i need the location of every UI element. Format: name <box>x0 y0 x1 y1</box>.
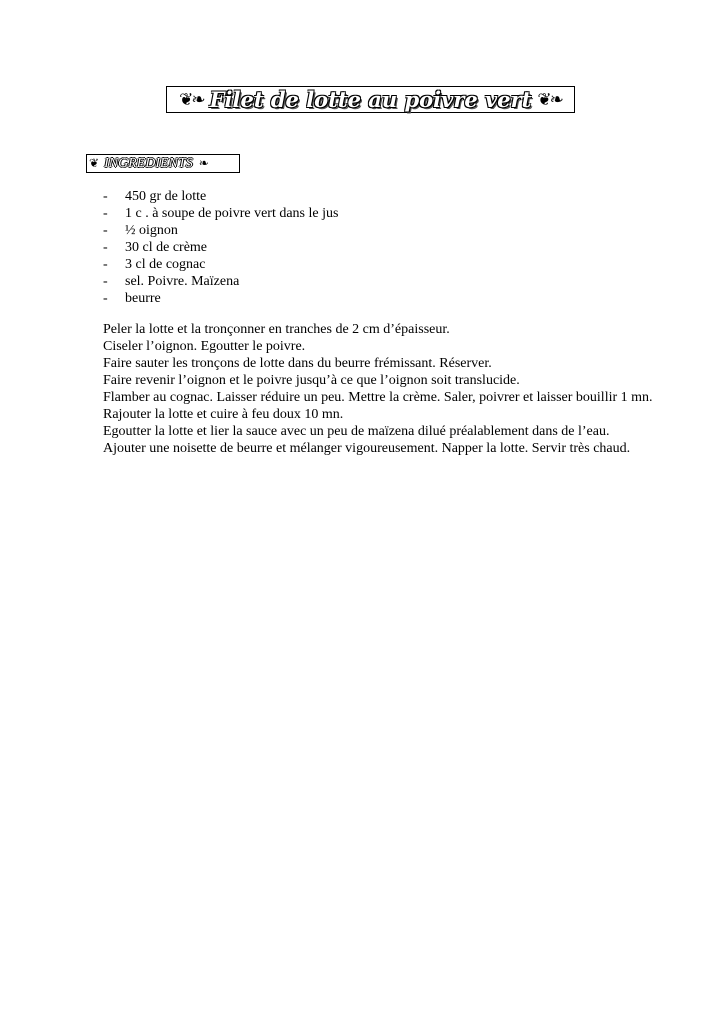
list-item <box>103 222 338 239</box>
list-dash: - <box>103 274 108 289</box>
step-line: Faire sauter les tronçons de lotte dans du beurre frémissant. Réserver. <box>103 356 492 371</box>
ingredient-text: ½ oignon <box>125 223 178 238</box>
floral-heart-left-icon: ❦ <box>89 156 99 170</box>
ingredients-heading-box <box>86 154 240 173</box>
list-dash: - <box>103 189 108 204</box>
list-dash: - <box>103 223 108 238</box>
list-item <box>103 256 338 273</box>
ingredient-text: 1 c . à soupe de poivre vert dans le jus <box>125 206 339 221</box>
list-item <box>103 290 338 307</box>
list-item <box>103 205 338 222</box>
step-line: Ciseler l’oignon. Egoutter le poivre. <box>103 339 306 354</box>
list-dash: - <box>103 291 108 306</box>
step-line: Flamber au cognac. Laisser réduire un peu. Mettre la crème. Saler, poivrer et laisser bouillir 1 mn. <box>103 390 653 405</box>
step-line: Egoutter la lotte et lier la sauce avec un peu de maïzena dilué préalablement dans de l’eau. <box>103 424 610 439</box>
step-line: Ajouter une noisette de beurre et mélanger vigoureusement. Napper la lotte. Servir très chaud. <box>103 441 631 456</box>
list-dash: - <box>103 257 108 272</box>
ingredients-list <box>103 188 338 307</box>
list-dash: - <box>103 240 108 255</box>
recipe-title-box <box>166 86 575 113</box>
recipe-title: Filet de lotte au poivre vert <box>209 87 532 112</box>
ingredient-text: 450 gr de lotte <box>125 189 207 204</box>
ingredients-heading: INGREDIENTS <box>104 155 193 171</box>
list-item <box>103 273 338 290</box>
ingredient-text: sel. Poivre. Maïzena <box>125 274 240 289</box>
list-item <box>103 188 338 205</box>
list-dash: - <box>103 206 108 221</box>
step-line: Faire revenir l’oignon et le poivre jusqu’à ce que l’oignon soit translucide. <box>103 373 520 388</box>
list-item <box>103 239 338 256</box>
ingredient-text: 3 cl de cognac <box>125 257 206 272</box>
ingredient-text: beurre <box>125 291 161 306</box>
floral-heart-left-icon: ❦❧ <box>179 89 204 110</box>
floral-heart-right-icon: ❦❧ <box>537 89 562 110</box>
step-line: Rajouter la lotte et cuire à feu doux 10 mn. <box>103 407 344 422</box>
floral-heart-right-icon: ❧ <box>198 156 208 170</box>
ingredient-text: 30 cl de crème <box>125 240 208 255</box>
step-line: Peler la lotte et la tronçonner en tranches de 2 cm d’épaisseur. <box>103 322 450 337</box>
preparation-steps <box>103 321 663 457</box>
